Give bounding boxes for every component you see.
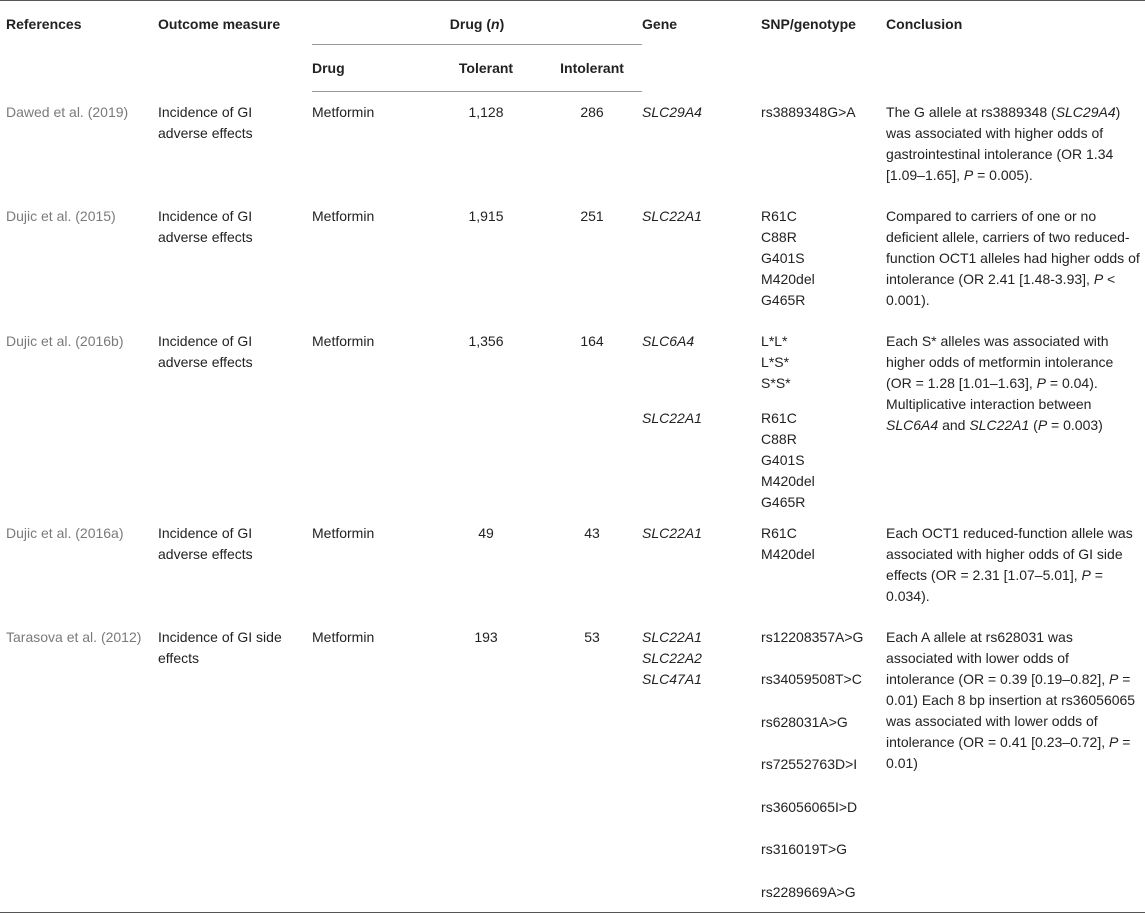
header-drug: Drug [312, 54, 430, 92]
header-outcome-measure: Outcome measure [158, 16, 281, 32]
header-references: References [6, 16, 82, 32]
header-conclusion: Conclusion [886, 16, 963, 32]
intolerant-cell: 53 [584, 628, 600, 645]
tolerant-cell: 1,915 [468, 207, 504, 224]
snp-cell: R61C C88R G401S M420del G465R [761, 207, 815, 308]
table-row [0, 513, 1145, 617]
reference-cell[interactable]: Dawed et al. (2019) [6, 103, 129, 120]
drug-cell: Metformin [312, 332, 375, 349]
tolerant-cell: 1,128 [468, 104, 504, 120]
intolerant-cell: 164 [580, 332, 604, 349]
drug-cell: Metformin [312, 524, 375, 541]
header-snp-genotype: SNP/genotype [761, 16, 856, 32]
gene-cell: SLC22A1 [642, 207, 702, 224]
tolerant-cell: 193 [474, 628, 498, 645]
intolerant-cell: 286 [580, 104, 604, 120]
conclusion-cell: Each S* alleles was associated with higher odds of metformin intolerance (OR = 1.28 [1.01–1.63], P = 0.04). Multiplicative interaction between SLC6A4 and SLC22A1 (P = 0.003) [886, 332, 1114, 433]
gene-cell: SLC6A4 [642, 332, 695, 349]
tolerant-cell: 1,356 [468, 332, 504, 349]
header-gene: Gene [642, 16, 678, 32]
intolerant-cell: 43 [584, 524, 600, 541]
table-row [0, 617, 1145, 913]
drug-group-label: Drug (n) [312, 14, 642, 45]
drug-cell: Metformin [312, 104, 375, 120]
drug-cell: Metformin [312, 628, 375, 645]
outcome-cell: Incidence of GI adverse effects [158, 332, 253, 370]
intolerant-cell: 251 [580, 207, 604, 224]
conclusion-cell: The G allele at rs3889348 (SLC29A4) was associated with higher odds of gastrointestinal intolerance (OR 1.34 [1.09–1.65], P = 0.005). [886, 103, 1121, 183]
header-row-1 [0, 1, 1145, 55]
header-tolerant: Tolerant [430, 54, 542, 92]
conclusion-cell: Each A allele at rs628031 was associated with lower odds of intolerance (OR = 0.39 [0.19–0.82], P = 0.01) Each 8 bp insertion at rs36056065 was associated with lower odds of intolerance (OR = 0.41 [0.23–0.72], P = 0.01) [886, 628, 1136, 771]
reference-cell[interactable]: Tarasova et al. (2012) [6, 628, 142, 645]
outcome-cell: Incidence of GI adverse effects [158, 524, 253, 562]
outcome-cell: Incidence of GI side effects [158, 628, 282, 666]
table-row [0, 92, 1145, 196]
gene-cell: SLC22A1 [642, 409, 702, 426]
header-intolerant: Intolerant [542, 54, 642, 92]
table-row [0, 196, 1145, 321]
reference-cell[interactable]: Dujic et al. (2016a) [6, 524, 124, 541]
reference-cell[interactable]: Dujic et al. (2015) [6, 207, 116, 224]
outcome-cell: Incidence of GI adverse effects [158, 103, 253, 141]
conclusion-cell: Each OCT1 reduced-function allele was associated with higher odds of GI side effects (OR = 2.31 [1.07–5.01], P = 0.034). [886, 524, 1133, 604]
gene-cell: SLC22A1 [642, 524, 702, 541]
gene-cell: SLC22A1 SLC22A2 SLC47A1 [642, 628, 702, 687]
snp-cell: R61C M420del [761, 524, 815, 562]
snp-cell: R61C C88R G401S M420del G465R [761, 409, 815, 510]
gene-cell: SLC29A4 [642, 103, 702, 120]
tolerant-cell: 49 [478, 524, 494, 541]
snp-cell: rs12208357A>G rs34059508T>C rs628031A>G rs72552763D>I rs36056065I>D rs316019T>G rs2289669A>G [761, 628, 864, 901]
conclusion-cell: Compared to carriers of one or no deficient allele, carriers of two reduced-function OCT1 alleles had higher odds of intolerance (OR 2.41 [1.48-3.93], P < 0.001). [886, 207, 1140, 308]
snp-cell: L*L* L*S* S*S* [761, 332, 791, 391]
outcome-cell: Incidence of GI adverse effects [158, 207, 253, 245]
snp-cell: rs3889348G>A [761, 103, 856, 120]
table-row [0, 321, 1145, 394]
reference-cell[interactable]: Dujic et al. (2016b) [6, 332, 124, 349]
drug-cell: Metformin [312, 207, 375, 224]
header-drug-group [312, 1, 642, 55]
